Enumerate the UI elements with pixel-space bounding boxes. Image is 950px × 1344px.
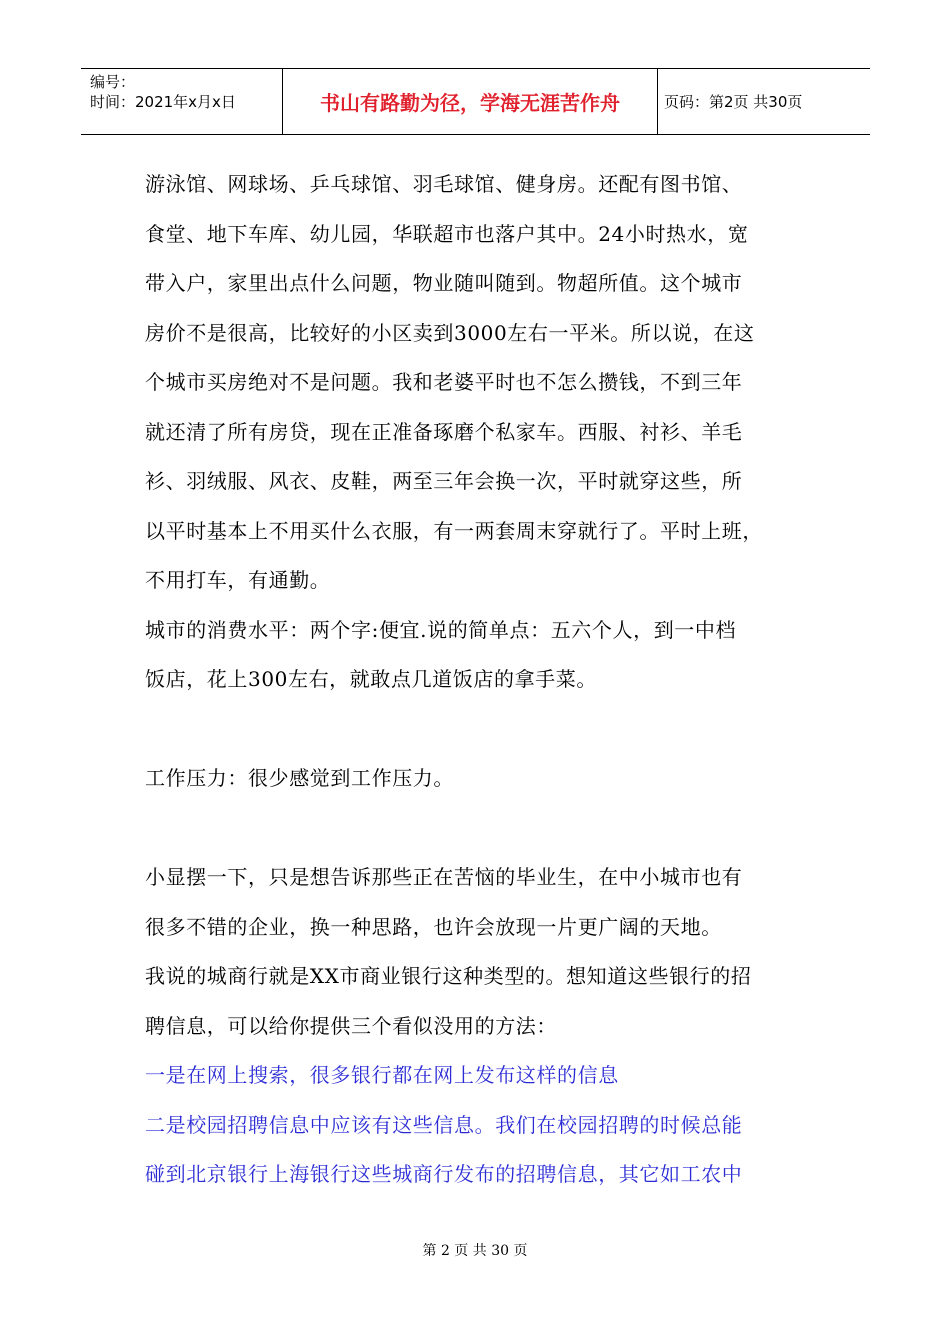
motto-text: 书山有路勤为径，学海无涯苦作舟 xyxy=(320,91,620,115)
body-line: 游泳馆、网球场、乒乓球馆、羽毛球馆、健身房。还配有图书馆、 xyxy=(145,172,743,196)
body-line: 带入户，家里出点什么问题，物业随叫随到。物超所值。这个城市 xyxy=(145,271,743,295)
page-info-text: 页码：第2页 共30页 xyxy=(664,93,803,111)
body-line: 工作压力：很少感觉到工作压力。 xyxy=(145,766,454,790)
body-line: 个城市买房绝对不是问题。我和老婆平时也不怎么攒钱，不到三年 xyxy=(145,370,743,394)
serial-number-label: 编号： xyxy=(90,73,136,91)
page-header xyxy=(81,68,870,135)
highlighted-line: 碰到北京银行上海银行这些城商行发布的招聘信息，其它如工农中 xyxy=(145,1162,743,1186)
footer-page-number: 第 2 页 共 30 页 xyxy=(422,1243,528,1259)
blank-line xyxy=(145,804,815,854)
motto-cell xyxy=(283,69,658,134)
page-info-cell xyxy=(658,69,870,134)
highlighted-line: 二是校园招聘信息中应该有这些信息。我们在校园招聘的时候总能 xyxy=(145,1112,743,1137)
document-body xyxy=(145,160,815,1200)
body-line: 很多不错的企业，换一种思路，也许会放现一片更广阔的天地。 xyxy=(145,914,722,939)
body-line: 房价不是很高，比较好的小区卖到3000左右一平米。所以说，在这 xyxy=(145,320,755,345)
body-line: 食堂、地下车库、幼儿园，华联超市也落户其中。24小时热水，宽 xyxy=(145,221,749,246)
page-footer xyxy=(0,1240,950,1260)
blank-line xyxy=(145,705,815,755)
body-line: 就还清了所有房贷，现在正准备琢磨个私家车。西服、衬衫、羊毛 xyxy=(145,419,743,444)
header-meta-cell xyxy=(81,69,283,134)
body-line: 衫、羽绒服、风衣、皮鞋，两至三年会换一次，平时就穿这些，所 xyxy=(145,469,743,493)
body-line: 小显摆一下，只是想告诉那些正在苦恼的毕业生，在中小城市也有 xyxy=(145,865,743,889)
body-line: 饭店，花上300左右，就敢点几道饭店的拿手菜。 xyxy=(145,667,597,691)
body-line: 以平时基本上不用买什么衣服，有一两套周末穿就行了。平时上班， xyxy=(145,518,763,543)
body-line: 城市的消费水平：两个字:便宜.说的简单点：五六个人，到一中档 xyxy=(145,617,737,642)
highlighted-line: 一是在网上搜索，很多银行都在网上发布这样的信息 xyxy=(145,1063,619,1087)
body-line: 我说的城商行就是XX市商业银行这种类型的。想知道这些银行的招 xyxy=(145,964,752,988)
date-label: 时间：2021年x月x日 xyxy=(90,93,236,111)
body-line: 聘信息，可以给你提供三个看似没用的方法： xyxy=(145,1013,557,1038)
body-line: 不用打车，有通勤。 xyxy=(145,568,331,592)
